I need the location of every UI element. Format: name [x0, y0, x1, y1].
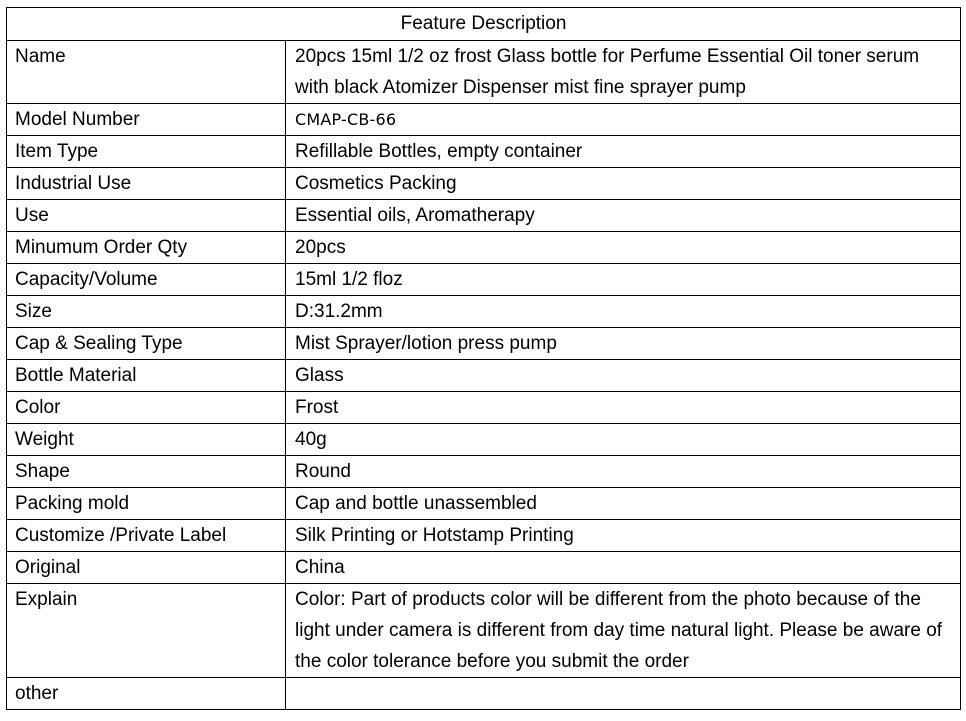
row-label: Size [7, 296, 286, 328]
table-row [7, 552, 961, 584]
row-value: Frost [286, 392, 961, 424]
table-row [7, 41, 961, 104]
table-row [7, 488, 961, 520]
table-row [7, 360, 961, 392]
row-value: Round [286, 456, 961, 488]
table-row [7, 296, 961, 328]
row-value: Mist Sprayer/lotion press pump [286, 328, 961, 360]
table-row [7, 328, 961, 360]
row-label: Shape [7, 456, 286, 488]
row-label: Bottle Material [7, 360, 286, 392]
row-label: Color [7, 392, 286, 424]
row-label: Use [7, 200, 286, 232]
row-value: 15ml 1/2 floz [286, 264, 961, 296]
row-value: Essential oils, Aromatherapy [286, 200, 961, 232]
row-value: 20pcs 15ml 1/2 oz frost Glass bottle for Perfume Essential Oil toner serum with black Atomizer Dispenser mist fine sprayer pump [286, 41, 961, 104]
row-value: D:31.2mm [286, 296, 961, 328]
table-row [7, 136, 961, 168]
row-label: Industrial Use [7, 168, 286, 200]
row-value: China [286, 552, 961, 584]
row-value: Cap and bottle unassembled [286, 488, 961, 520]
table-row [7, 678, 961, 710]
row-value: 20pcs [286, 232, 961, 264]
row-label: Cap & Sealing Type [7, 328, 286, 360]
row-value: Refillable Bottles, empty container [286, 136, 961, 168]
table-row [7, 264, 961, 296]
row-value: CMAP-CB-66 [286, 104, 961, 136]
table-header-row [7, 8, 961, 41]
table-row [7, 168, 961, 200]
row-label: Original [7, 552, 286, 584]
table-row [7, 200, 961, 232]
row-label: Customize /Private Label [7, 520, 286, 552]
row-value: 40g [286, 424, 961, 456]
row-label: Name [7, 41, 286, 104]
row-value: Glass [286, 360, 961, 392]
table-row [7, 392, 961, 424]
row-label: Model Number [7, 104, 286, 136]
table-row [7, 520, 961, 552]
table-row [7, 584, 961, 678]
table-row [7, 104, 961, 136]
row-label: Minumum Order Qty [7, 232, 286, 264]
row-label: Packing mold [7, 488, 286, 520]
feature-description-table [6, 7, 961, 710]
table-row [7, 424, 961, 456]
row-value: Silk Printing or Hotstamp Printing [286, 520, 961, 552]
row-label: Weight [7, 424, 286, 456]
row-label: Item Type [7, 136, 286, 168]
row-label: other [7, 678, 286, 710]
row-value [286, 678, 961, 710]
table-row [7, 456, 961, 488]
table-row [7, 232, 961, 264]
row-label: Capacity/Volume [7, 264, 286, 296]
row-value: Color: Part of products color will be different from the photo because of the light under camera is different from day time natural light. Please be aware of the color tolerance before you submit the order [286, 584, 961, 678]
row-label: Explain [7, 584, 286, 678]
table-header: Feature Description [7, 8, 961, 41]
row-value: Cosmetics Packing [286, 168, 961, 200]
